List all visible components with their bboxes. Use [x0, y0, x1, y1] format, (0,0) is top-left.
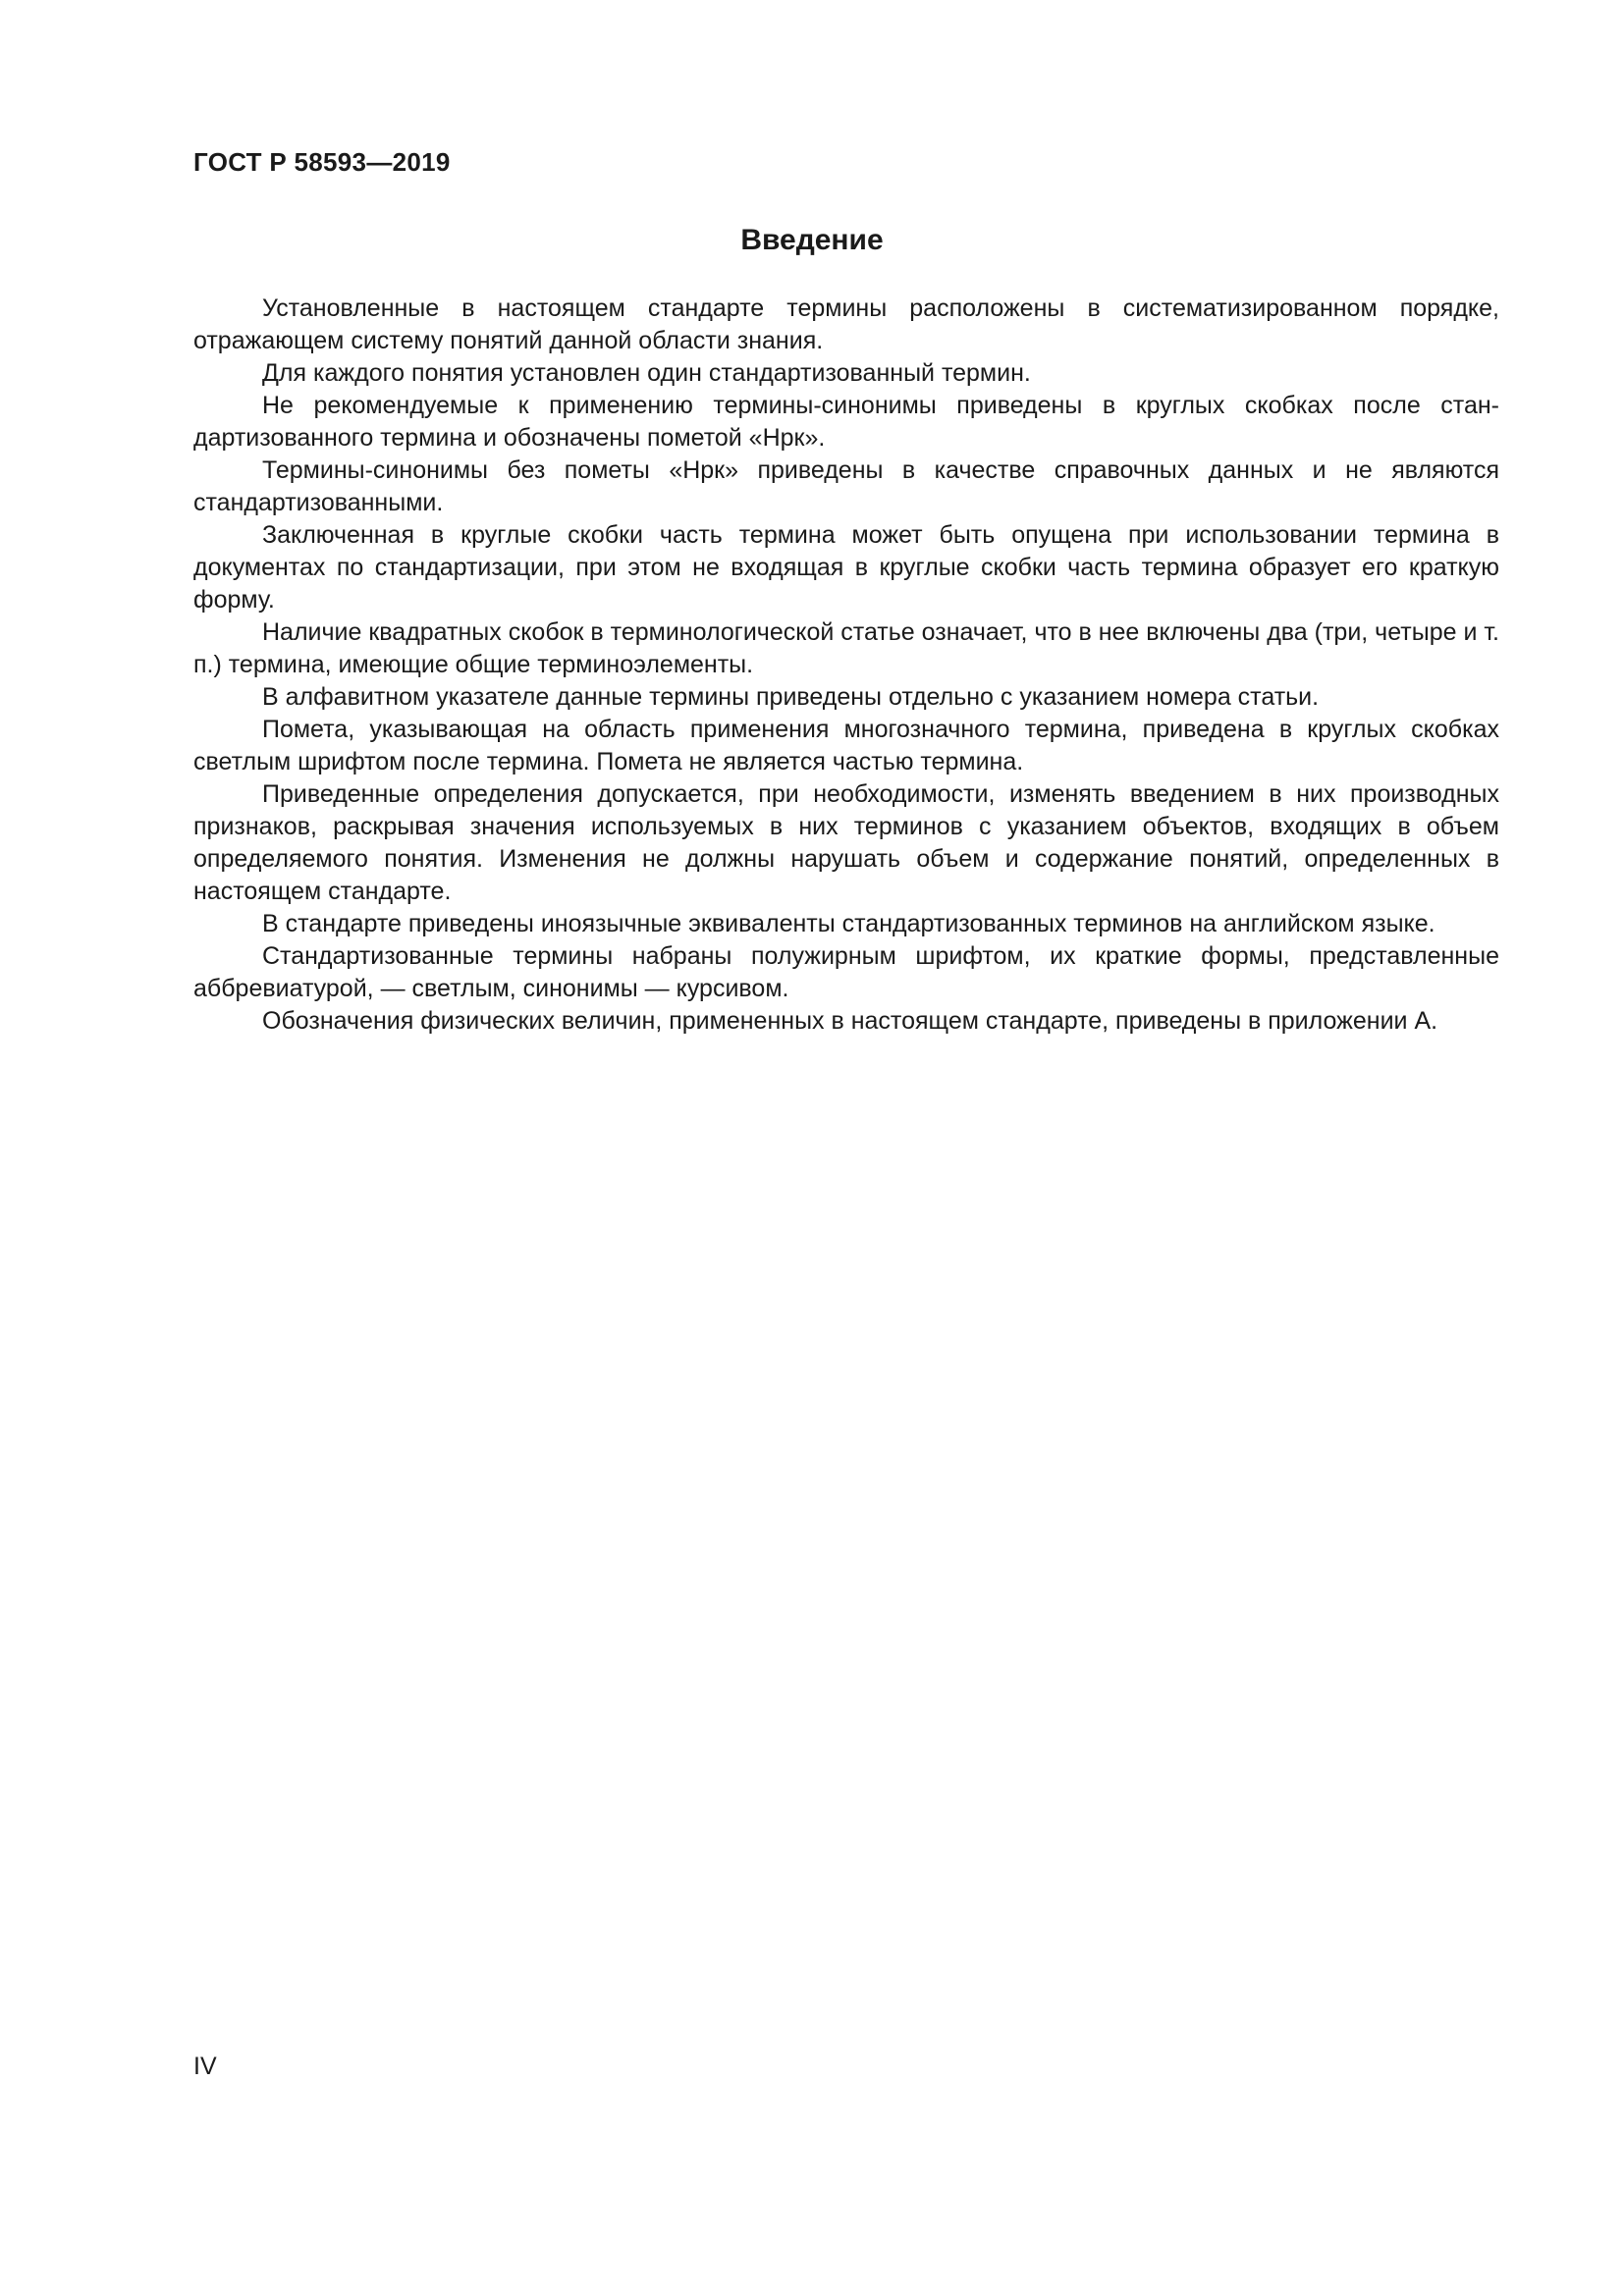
document-code-header: ГОСТ Р 58593—2019	[193, 147, 451, 177]
introduction-body	[193, 293, 1499, 1038]
paragraph: Обозначения физических величин, примененных в настоящем стандарте, приведены в приложении А.	[262, 1007, 1438, 1035]
section-title: Введение	[740, 224, 884, 256]
paragraph: Стандартизованные термины набраны полужирным шрифтом, их краткие формы, представленные аббревиатурой, — светлым, синонимы — курсивом.	[193, 942, 1499, 1002]
page-number: IV	[193, 2053, 217, 2080]
paragraph: Для каждого понятия установлен один стандартизованный термин.	[262, 359, 1031, 387]
paragraph: Приведенные определения допускается, при необходимости, изменять введением в них производных признаков, раскрывая значения используемых в них терминов с указанием объектов, входящих в объем определяемого понятия. Изменения не должны нарушать объем и содержание понятий, определенных в настоящем стандарте.	[193, 780, 1499, 905]
paragraph: Наличие квадратных скобок в терминологической статье означает, что в нее включены два (три, четыре и т. п.) термина, имеющие общие терминоэлементы.	[193, 618, 1499, 678]
paragraph: В стандарте приведены иноязычные эквиваленты стандартизованных терминов на английском языке.	[262, 910, 1435, 937]
paragraph: Помета, указывающая на область применения многозначного термина, приведена в круглых скобках светлым шрифтом после термина. Помета не является частью термина.	[193, 716, 1499, 775]
paragraph: В алфавитном указателе данные термины приведены отдельно с указанием номера статьи.	[262, 683, 1320, 711]
paragraph: Заключенная в круглые скобки часть термина может быть опущена при использовании термина в документах по стандартизации, при этом не входящая в круглые скобки часть термина образует его краткую форму.	[193, 521, 1499, 614]
paragraph: Установленные в настоящем стандарте термины расположены в систематизированном порядке, отражающем систему понятий данной области знания.	[193, 294, 1499, 354]
paragraph: Не рекомендуемые к применению термины-синонимы приведены в круглых скобках после стандартизованного термина и обозначены пометой «Нрк».	[193, 392, 1499, 452]
paragraph: Термины-синонимы без пометы «Нрк» приведены в качестве справочных данных и не являются стандартизованными.	[193, 456, 1499, 516]
